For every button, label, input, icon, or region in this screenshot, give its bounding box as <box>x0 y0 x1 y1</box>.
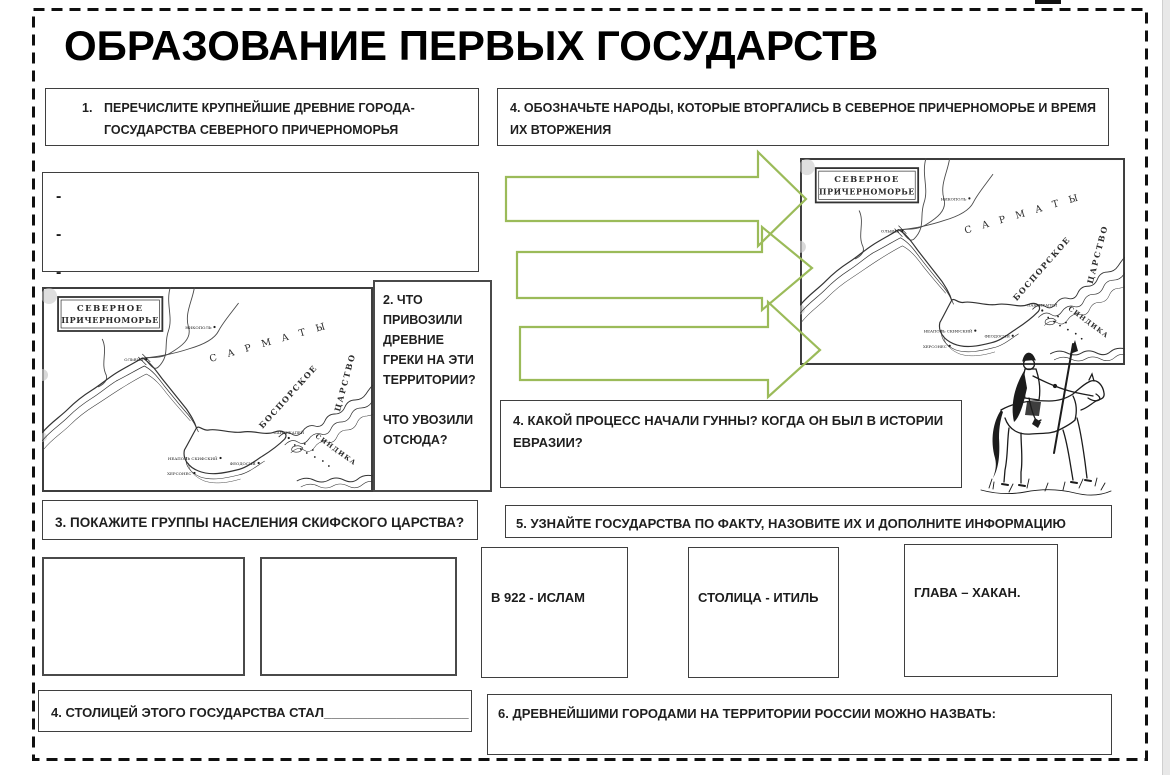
question-2-part1: 2. ЧТО ПРИВОЗИЛИ ДРЕВНИЕ ГРЕКИ НА ЭТИ ТЕРРИТОРИИ? <box>383 293 476 387</box>
fact-box-islam[interactable] <box>481 547 628 678</box>
map-north-black-sea-left <box>42 287 373 492</box>
question-4-capital-box[interactable] <box>38 690 472 732</box>
question-5-text: 5. УЗНАЙТЕ ГОСУДАРСТВА ПО ФАКТУ, НАЗОВИТЕ ИХ И ДОПОЛНИТЕ ИНФОРМАЦИЮ <box>516 516 1066 531</box>
fact-khakan-text: ГЛАВА – ХАКАН. <box>914 585 1021 600</box>
question-2-part2: ЧТО УВОЗИЛИ ОТСЮДА? <box>383 413 474 447</box>
question-2-box <box>373 280 492 492</box>
question-6-box[interactable] <box>487 694 1112 755</box>
spacer <box>383 390 482 410</box>
scythian-group-box-2[interactable] <box>260 557 457 676</box>
fact-islam-text: В 922 - ИСЛАМ <box>491 590 585 605</box>
page-title: ОБРАЗОВАНИЕ ПЕРВЫХ ГОСУДАРСТВ <box>64 22 879 69</box>
invasion-arrows <box>500 145 830 405</box>
invasion-arrow-2[interactable] <box>517 227 812 310</box>
question-3-text: 3. ПОКАЖИТЕ ГРУППЫ НАСЕЛЕНИЯ СКИФСКОГО ЦАРСТВА? <box>55 515 465 530</box>
answer-bullet[interactable]: - <box>56 226 62 243</box>
answer-list-box[interactable] <box>42 172 479 281</box>
question-5-box <box>505 505 1112 538</box>
invasion-arrow-3[interactable] <box>520 302 820 397</box>
answer-bullet[interactable]: - <box>56 264 62 281</box>
question-6-text: 6. ДРЕВНЕЙШИМИ ГОРОДАМИ НА ТЕРРИТОРИИ РОССИИ МОЖНО НАЗВАТЬ: <box>498 706 996 721</box>
fact-box-capital-itil[interactable] <box>688 547 839 678</box>
scythian-group-box-1[interactable] <box>42 557 245 676</box>
question-4-capital-text: 4. СТОЛИЦЕЙ ЭТОГО ГОСУДАРСТВА СТАЛ____________________ <box>51 705 469 720</box>
fact-itil-text: СТОЛИЦА - ИТИЛЬ <box>698 590 819 605</box>
map-north-black-sea-right <box>800 158 1125 365</box>
question-4-peoples-text: 4. ОБОЗНАЧЬТЕ НАРОДЫ, КОТОРЫЕ ВТОРГАЛИСЬ В СЕВЕРНОЕ ПРИЧЕРНОМОРЬЕ И ВРЕМЯ ИХ ВТОРЖЕНИЯ <box>510 101 1096 137</box>
question-4-huns-box <box>500 400 962 488</box>
question-1-box <box>45 88 479 146</box>
question-4-huns-text: 4. КАКОЙ ПРОЦЕСС НАЧАЛИ ГУННЫ? КОГДА ОН БЫЛ В ИСТОРИИ ЕВРАЗИИ? <box>513 413 944 451</box>
answer-bullet[interactable]: - <box>56 188 62 205</box>
question-1-number: 1. <box>82 101 93 115</box>
question-4-peoples-box <box>497 88 1109 146</box>
nomad-horseman-drawing <box>975 338 1115 503</box>
question-3-box <box>42 500 478 540</box>
fact-box-khakan[interactable] <box>904 544 1058 677</box>
question-1-text: ПЕРЕЧИСЛИТЕ КРУПНЕЙШИЕ ДРЕВНИЕ ГОРОДА-ГОСУДАРСТВА СЕВЕРНОГО ПРИЧЕРНОМОРЬЯ <box>104 101 415 137</box>
